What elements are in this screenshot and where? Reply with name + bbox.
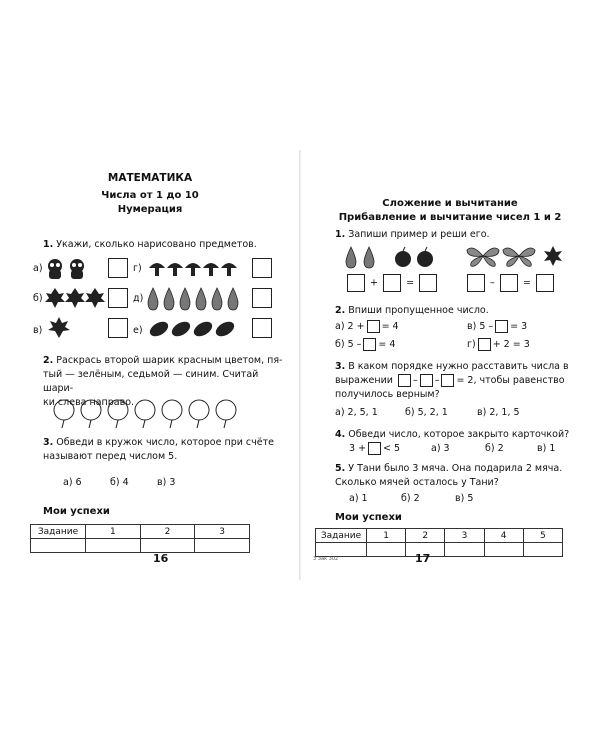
- expr-box[interactable]: [536, 274, 554, 292]
- r-success-title: Мои успехи: [335, 512, 402, 523]
- oval-leaf-icons: [147, 318, 242, 340]
- missing-box[interactable]: [367, 320, 380, 333]
- r-task3-text: 3. В каком порядке нужно расставить числа в выражении – – = 2, чтобы равенство получилось верным?: [335, 361, 569, 400]
- card-box[interactable]: [368, 442, 381, 455]
- r-task4-option-a[interactable]: а) 3: [431, 443, 450, 454]
- r-task5-option-b[interactable]: б) 2: [401, 493, 420, 504]
- r-task2-a: а) 2 + = 4: [335, 321, 399, 332]
- success-cell[interactable]: [484, 543, 523, 557]
- leaf-icons: [45, 286, 105, 310]
- r-task3-option-c[interactable]: в) 2, 1, 5: [477, 407, 520, 418]
- answer-box-d[interactable]: [252, 288, 272, 308]
- task3-option-c[interactable]: в) 3: [157, 477, 176, 488]
- success-title: Мои успехи: [43, 506, 110, 517]
- success-cell[interactable]: [140, 539, 195, 553]
- chapter-title: Сложение и вычитание: [382, 198, 518, 209]
- r-task5-option-c[interactable]: в) 5: [455, 493, 474, 504]
- missing-box[interactable]: [363, 338, 376, 351]
- success-col: 1: [367, 529, 406, 543]
- r-task2-text: 2. Впиши пропущенное число.: [335, 305, 489, 316]
- success-header: Задание: [316, 529, 367, 543]
- answer-box-g[interactable]: [252, 258, 272, 278]
- expr-box[interactable]: [383, 274, 401, 292]
- r-task1-text: 1. Запиши пример и реши его.: [335, 229, 490, 240]
- label-g: г): [133, 263, 142, 274]
- balloons-row[interactable]: [50, 398, 260, 430]
- success-col: 3: [445, 529, 484, 543]
- success-col: 1: [86, 525, 141, 539]
- subject-title: МАТЕМАТИКА: [107, 172, 193, 184]
- subsection-title: Нумерация: [117, 204, 183, 215]
- r-task2-c: б) 5 – = 4: [335, 339, 396, 350]
- r-task2-b: в) 5 – = 3: [467, 321, 528, 332]
- r-task4-option-b[interactable]: б) 2: [485, 443, 504, 454]
- success-col: 2: [406, 529, 445, 543]
- order-box[interactable]: [420, 374, 433, 387]
- task1-text: 1. Укажи, сколько нарисовано предметов.: [43, 239, 257, 250]
- expr-box[interactable]: [467, 274, 485, 292]
- task3-option-a[interactable]: а) 6: [63, 477, 82, 488]
- success-cell[interactable]: [445, 543, 484, 557]
- expr-box[interactable]: [419, 274, 437, 292]
- success-col: 3: [195, 525, 250, 539]
- label-v: в): [33, 325, 43, 336]
- success-col: 4: [484, 529, 523, 543]
- footer-note: 3 Зак 302: [313, 556, 339, 562]
- r-task5-text: 5. У Тани было 3 мяча. Она подарила 2 мяча. Сколько мячей осталось у Тани?: [335, 463, 563, 488]
- butterfly-icons: [465, 244, 565, 268]
- owl-icons: [45, 256, 105, 282]
- r-task4-text: 4. Обведи число, которое закрыто карточкой?: [335, 429, 570, 440]
- success-col: 5: [523, 529, 562, 543]
- success-cell[interactable]: [195, 539, 250, 553]
- r-task4-option-c[interactable]: в) 1: [537, 443, 556, 454]
- task2-text: 2. Раскрась второй шарик красным цветом, пя- тый — зелёным, седьмой — синим. Считай шари- ки слева направо.: [43, 355, 283, 408]
- r-task5-option-a[interactable]: а) 1: [349, 493, 368, 504]
- success-cell[interactable]: [367, 543, 406, 557]
- answer-box-a[interactable]: [108, 258, 128, 278]
- success-col: 2: [140, 525, 195, 539]
- chapter-subtitle: Прибавление и вычитание чисел 1 и 2: [338, 212, 562, 223]
- missing-box[interactable]: [478, 338, 491, 351]
- r-task1-expr-1: + =: [345, 274, 439, 292]
- answer-box-e[interactable]: [252, 318, 272, 338]
- mushroom-icons: [147, 258, 242, 280]
- r-task3-option-b[interactable]: б) 5, 2, 1: [405, 407, 448, 418]
- section-title: Числа от 1 до 10: [101, 190, 199, 201]
- task3-text: 3. Обведи в кружок число, которое при счёте называют перед числом 5.: [43, 437, 274, 462]
- success-header: Задание: [31, 525, 86, 539]
- book-gutter: [299, 150, 301, 580]
- left-page: [5, 150, 295, 580]
- success-cell[interactable]: [523, 543, 562, 557]
- r-task4-expr: 3 + < 5: [349, 443, 401, 454]
- answer-box-v[interactable]: [108, 318, 128, 338]
- expr-box[interactable]: [500, 274, 518, 292]
- success-cell[interactable]: [86, 539, 141, 553]
- maple-leaf-icon: [47, 316, 71, 340]
- success-table: [30, 524, 250, 553]
- right-page: [305, 150, 595, 580]
- label-a: а): [33, 263, 43, 274]
- page-number: 16: [153, 552, 169, 565]
- r-success-table: [315, 528, 563, 557]
- pear-apple-icons: [343, 244, 443, 270]
- label-e: е): [133, 325, 143, 336]
- order-box[interactable]: [398, 374, 411, 387]
- page-number: 17: [415, 552, 431, 565]
- order-box[interactable]: [441, 374, 454, 387]
- r-task2-d: г) + 2 = 3: [467, 339, 530, 350]
- r-task3-option-a[interactable]: а) 2, 5, 1: [335, 407, 378, 418]
- r-task1-expr-2: – =: [465, 274, 556, 292]
- success-cell[interactable]: [316, 543, 367, 557]
- label-b: б): [33, 293, 43, 304]
- pear-icons: [145, 284, 245, 312]
- success-cell[interactable]: [31, 539, 86, 553]
- expr-box[interactable]: [347, 274, 365, 292]
- answer-box-b[interactable]: [108, 288, 128, 308]
- label-d: д): [133, 293, 144, 304]
- task3-option-b[interactable]: б) 4: [110, 477, 129, 488]
- missing-box[interactable]: [495, 320, 508, 333]
